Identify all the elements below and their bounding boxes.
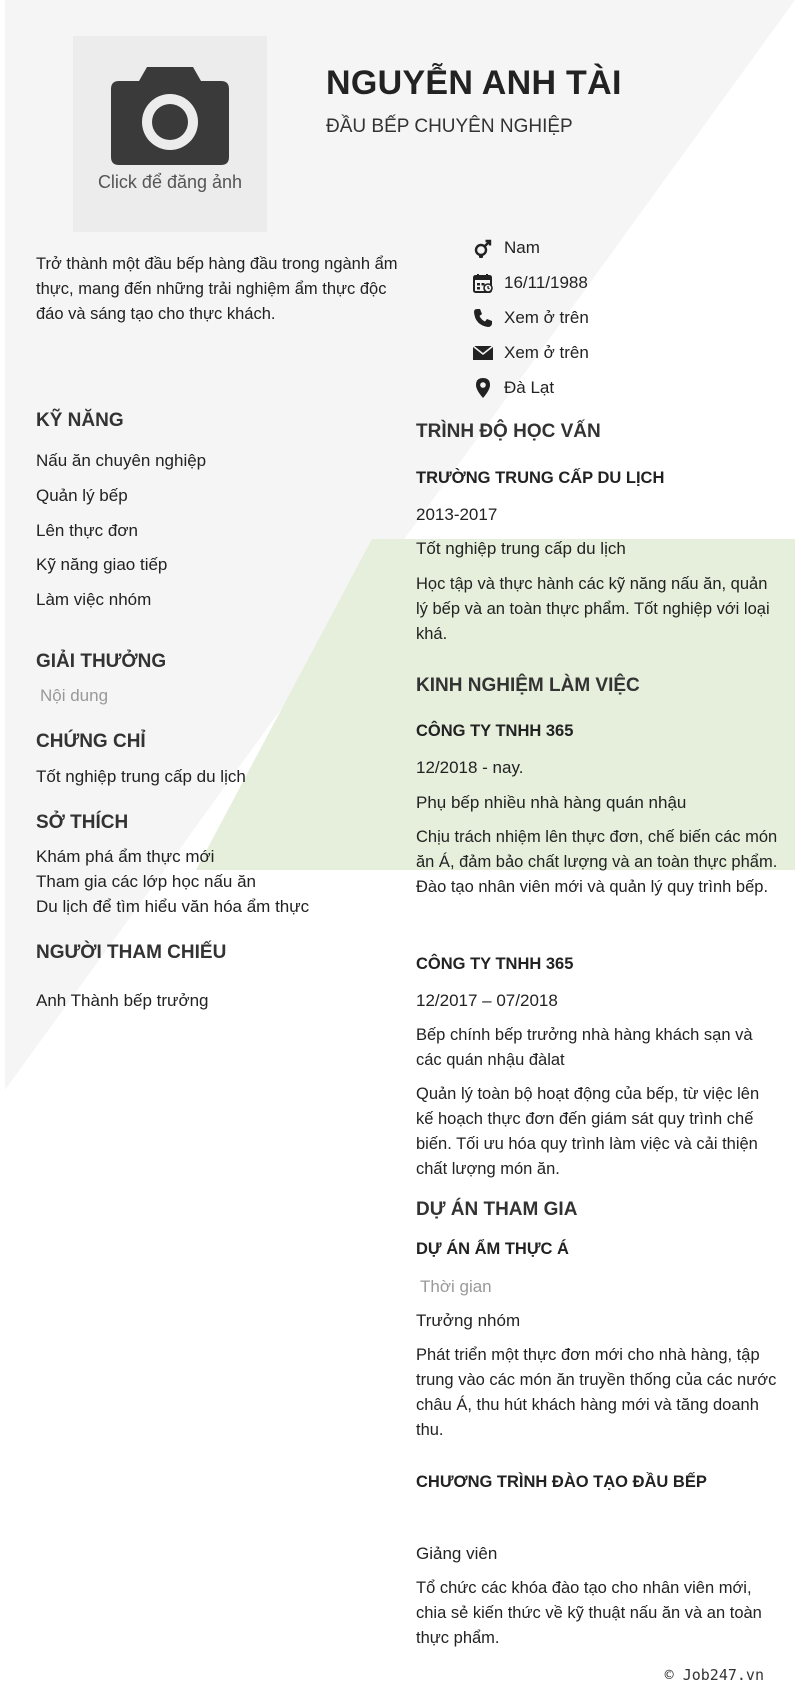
info-email	[472, 335, 589, 370]
job-time: 12/2018 - nay.	[416, 758, 524, 777]
gender-icon	[472, 237, 494, 259]
info-birthday	[472, 265, 589, 300]
info-gender	[472, 230, 589, 265]
job-description: Chịu trách nhiệm lên thực đơn, chế biến các món ăn Á, đảm bảo chất lượng và an toàn thực phẩm. Đào tạo nhân viên mới và quản lý quy trình bếp.	[416, 828, 778, 896]
project-name: CHƯƠNG TRÌNH ĐÀO TẠO ĐẦU BẾP	[416, 1473, 707, 1491]
education-description: Học tập và thực hành các kỹ năng nấu ăn, quản lý bếp và an toàn thực phẩm. Tốt nghiệp với loại khá.	[416, 575, 770, 643]
address-value: Đà Lạt	[504, 377, 555, 397]
info-address	[472, 370, 589, 405]
full-name: NGUYỄN ANH TÀI	[326, 64, 622, 102]
job-position: Bếp chính bếp trưởng nhà hàng khách sạn và các quán nhậu đàlat	[416, 1026, 753, 1069]
certificate-item: Tốt nghiệp trung cấp du lịch	[36, 767, 246, 786]
company-name: CÔNG TY TNHH 365	[416, 955, 574, 973]
certificates-title: CHỨNG CHỈ	[36, 731, 146, 752]
personal-info	[472, 230, 589, 405]
reference-item: Anh Thành bếp trưởng	[36, 991, 209, 1010]
school-name: TRƯỜNG TRUNG CẤP DU LỊCH	[416, 469, 665, 487]
company-name: CÔNG TY TNHH 365	[416, 722, 574, 740]
location-pin-icon	[472, 377, 494, 399]
education-title: TRÌNH ĐỘ HỌC VẤN	[416, 421, 601, 442]
project-role: Trưởng nhóm	[416, 1311, 521, 1330]
job-position: Phụ bếp nhiều nhà hàng quán nhậu	[416, 793, 687, 812]
skill-item: Nấu ăn chuyên nghiệp	[36, 451, 207, 470]
job-title: ĐẦU BẾP CHUYÊN NGHIỆP	[326, 116, 573, 137]
job-time: 12/2017 – 07/2018	[416, 991, 558, 1010]
project-role: Giảng viên	[416, 1544, 498, 1563]
avatar-upload[interactable]	[73, 36, 267, 232]
experience-title: KINH NGHIỆM LÀM VIỆC	[416, 675, 640, 696]
projects-title: DỰ ÁN THAM GIA	[416, 1199, 578, 1220]
skill-item: Quản lý bếp	[36, 486, 128, 505]
education-time: 2013-2017	[416, 505, 498, 524]
skill-item: Kỹ năng giao tiếp	[36, 555, 168, 574]
project-time-placeholder[interactable]: Thời gian	[420, 1277, 492, 1296]
skill-item: Lên thực đơn	[36, 521, 138, 540]
envelope-icon	[472, 342, 494, 364]
project-description: Tổ chức các khóa đào tạo cho nhân viên mới, chia sẻ kiến thức về kỹ thuật nấu ăn và an toàn thực phẩm.	[416, 1579, 762, 1647]
email-value: Xem ở trên	[504, 342, 589, 362]
info-phone	[472, 300, 589, 335]
hobby-item: Khám phá ẩm thực mới	[36, 847, 215, 866]
phone-icon	[472, 307, 494, 329]
skills-title: KỸ NĂNG	[36, 410, 124, 431]
upload-caption: Click để đăng ảnh	[97, 172, 243, 192]
camera-icon	[111, 63, 229, 165]
references-title: NGƯỜI THAM CHIẾU	[36, 942, 227, 963]
hobbies-title: SỞ THÍCH	[36, 812, 129, 833]
hobby-item: Tham gia các lớp học nấu ăn	[36, 872, 256, 891]
skill-item: Làm việc nhóm	[36, 590, 152, 609]
calendar-icon	[472, 272, 494, 294]
project-description: Phát triển một thực đơn mới cho nhà hàng, tập trung vào các món ăn truyền thống của các nước châu Á, thu hút khách hàng mới và tăng doanh thu.	[416, 1346, 777, 1439]
education-major: Tốt nghiệp trung cấp du lịch	[416, 539, 626, 558]
hobby-item: Du lịch để tìm hiểu văn hóa ẩm thực	[36, 897, 310, 916]
job-description: Quản lý toàn bộ hoạt động của bếp, từ việc lên kế hoạch thực đơn đến giám sát quy trình chế biến. Tối ưu hóa quy trình làm việc và cải thiện chất lượng món ăn.	[416, 1085, 760, 1178]
career-objective: Trở thành một đầu bếp hàng đầu trong ngành ẩm thực, mang đến những trải nghiệm ẩm thực độc đáo và sáng tạo cho thực khách.	[36, 255, 398, 323]
awards-placeholder[interactable]: Nội dung	[40, 686, 109, 705]
awards-title: GIẢI THƯỞNG	[36, 651, 167, 672]
watermark: © Job247.vn	[664, 1666, 764, 1684]
gender-value: Nam	[504, 237, 540, 257]
birthday-value: 16/11/1988	[504, 272, 588, 292]
project-name: DỰ ÁN ẨM THỰC Á	[416, 1240, 569, 1258]
phone-value: Xem ở trên	[504, 307, 589, 327]
